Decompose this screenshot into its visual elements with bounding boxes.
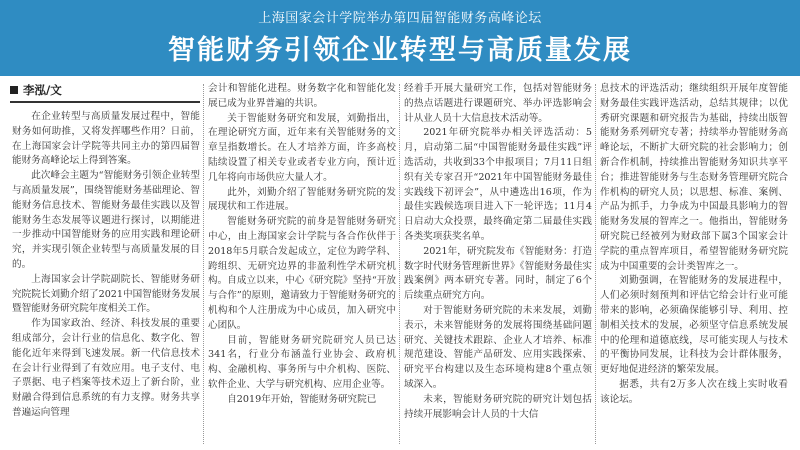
article-title: 智能财务引领企业转型与高质量发展	[168, 35, 632, 66]
article-header	[0, 0, 800, 76]
paragraph: 在企业转型与高质量发展过程中，智能财务如何助推，又将发挥哪些作用？日前，在上海国家会计学院等共同主办的第四届智能财务高峰论坛上得到答案。	[12, 111, 200, 167]
column-divider	[399, 84, 400, 444]
paragraph: 此外，刘勤介绍了智能财务研究院的发展现状和工作进展。	[208, 186, 396, 213]
paragraph: 作为国家政治、经济、科技发展的重要组成部分，会计行业的信息化、数字化、智能化近年来得到飞速发展。新一代信息技术在会计行业得到了有效应用。电子支付、电子票据、电子档案等技术迈上了新台阶，业财融合得到信息系统的有力支撑。财务共享普遍运向管理	[12, 318, 200, 418]
paragraph: 2021年，研究院发布《智能财务：打造数字时代财务管理新世界》《智能财务最佳实践案例》两本研究专著。同时，制定了6个后续重点研究方向。	[404, 245, 592, 302]
paragraph: 目前，智能财务研究院研究人员已达341名，行业分布涵盖行业协会、政府机构、金融机构、事务所与中介机构、医院、软件企业、大学与研究机构、应用企业等。	[208, 334, 396, 390]
byline-rule	[10, 101, 200, 103]
paragraph: 对于智能财务研究院的未来发展，刘勤表示，未来智能财务的发展将围绕基础问题研究、关键技术跟踪、企业人才培养、标准规范建设、智能产品研发、应用实践探索、研究平台构建以及生态环境构建8个重点领域深入。	[404, 304, 592, 390]
paragraph: 据悉，共有2万多人次在线上实时收看该论坛。	[600, 378, 788, 405]
author-name: 李泓/文	[23, 83, 62, 97]
paragraph: 此次峰会主题为“智能财务引领企业转型与高质量发展”，围绕智能财务基础理论、智能财务信息技术、智能财务最佳实践以及智能财务生态发展等议题进行探讨，以期能进一步推动中国智能财务的应用实践和理论研究，并实现引领企业转型与高质量发展的目的。	[12, 170, 200, 270]
paragraph: 未来，智能财务研究院的研究计划包括持续开展影响会计人员的十大信	[404, 393, 592, 420]
paragraph: 会计和智能化进程。财务数字化和智能化发展已成为业界普遍的共识。	[208, 83, 396, 109]
column-divider	[203, 84, 204, 444]
article-column-2	[208, 82, 396, 446]
square-bullet-icon	[10, 86, 18, 94]
article-subtitle: 上海国家会计学院举办第四届智能财务高峰论坛	[258, 11, 542, 26]
paragraph: 2021年研究院举办相关评选活动：5月，启动第二届“中国智能财务最佳实践”评选活动，共收到33个申报项目；7月11日组织有关专家召开“2021年中国智能财务最佳实践线下初评会”，从中遴选出16项，作为最佳实践候选项目进入下一轮评选；11月4日启动大众投票，最终确定第二届最佳实践各类奖项获奖名单。	[404, 127, 592, 242]
column-divider	[595, 84, 596, 444]
paragraph: 上海国家会计学院副院长、智能财务研究院院长刘勤介绍了2021中国智能财务发展暨智能财务研究院年度相关工作。	[12, 273, 200, 315]
paragraph: 经着手开展大量研究工作，包括对智能财务的热点话题进行课题研究、举办评选影响会计从业人员十大信息技术活动等。	[404, 83, 592, 124]
paragraph: 关于智能财务研究和发展，刘勤指出，在理论研究方面，近年来有关智能财务的文章呈指数增长。在人才培养方面，许多高校陆续设置了相关专业或者专业方向，预计近几年将向市场供应大量人才。	[208, 112, 396, 183]
paragraph: 自2019年开始，智能财务研究院已	[227, 393, 377, 405]
article-column-3	[404, 82, 592, 446]
paragraph: 息技术的评选活动；继续组织开展年度智能财务最佳实践评选活动，总结其规律；以优秀研究课题和研究报告为基础，持续出版智能财务系列研究专著；持续举办智能财务高峰论坛，不断扩大研究院的社会影响力；创新合作机制，持续推出智能财务知识共享平台；推进智能财务与生态财务管理研究院合作机构的研究人员；以思想、标准、案例、产品为抓手，力争成为中国最具影响力的智能财务发展的智库之一。他指出，智能财务研究院已经被列为财政部下属3个国家会计学院的重点智库项目，希望智能财务研究院成为中国重要的会计类智库之一。	[600, 83, 788, 272]
paragraph: 智能财务研究院的前身是智能财务研究中心，由上海国家会计学院与各合作伙伴于2018年5月联合发起成立，定位为跨学科、跨组织、无研究边界的非盈利性学术研究机构。自成立以来，中心《研究院》坚持“开放与合作”的原则，邀请致力于智能财务研究的机构和个人注册成为中心成员，加入研究中心团队。	[208, 216, 396, 331]
byline	[10, 82, 62, 98]
article-column-4	[600, 82, 788, 446]
paragraph: 刘勤强调，在智能财务的发展进程中，人们必须时刻预判和评估它给会计行业可能带来的影响，必须确保能够引导、利用、控制相关技术的发展，必须坚守信息系统发展中的伦理和道德底线，尽可能实现人与技术的平衡协同发展，让科技为会计群体服务，更好地促进经济的繁荣发展。	[600, 275, 788, 376]
article-column-1	[12, 110, 200, 446]
